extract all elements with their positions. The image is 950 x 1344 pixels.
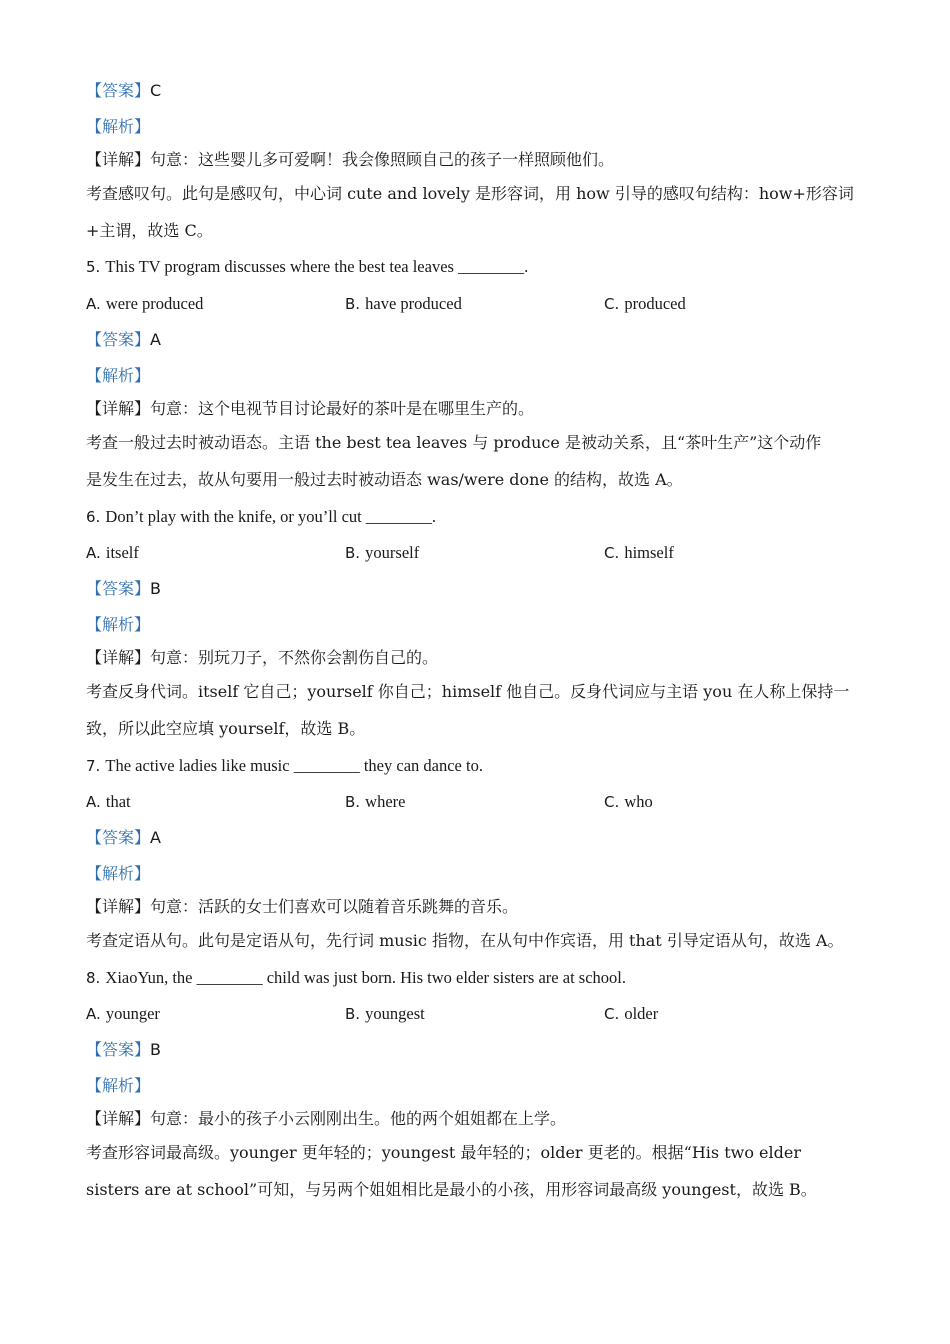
question-number: 6. — [86, 508, 101, 526]
explanation-line: 考查感叹句。此句是感叹句，中心词 cute and lovely 是形容词，用 how 引导的感叹句结构：how+形容词 — [86, 184, 854, 203]
question-number: 7. — [86, 757, 101, 775]
detail-line — [86, 1108, 566, 1130]
question-number: 8. — [86, 969, 101, 987]
answer-line — [86, 578, 161, 600]
answer-tag: 【答案】 — [86, 579, 151, 598]
option-text: youngest — [365, 1004, 425, 1023]
option-letter: C. — [604, 793, 620, 811]
option-letter: B. — [345, 544, 361, 562]
question-text: XiaoYun, the ________ child was just born. His two elder sisters are at school. — [105, 968, 626, 987]
option-text: where — [365, 792, 406, 811]
option-text: itself — [105, 543, 139, 562]
detail-tag: 【详解】 — [86, 648, 151, 667]
option-text: have produced — [365, 294, 462, 313]
answer-line — [86, 1039, 161, 1061]
answer-value: B — [150, 579, 161, 598]
option-text: yourself — [365, 543, 420, 562]
answer-tag: 【答案】 — [86, 828, 151, 847]
explanation-line: 考查定语从句。此句是定语从句，先行词 music 指物，在从句中作宾语，用 that 引导定语从句，故选 A。 — [86, 931, 844, 950]
option-text: were produced — [105, 294, 204, 313]
question-text: This TV program discusses where the best tea leaves ________. — [105, 257, 529, 276]
analysis-tag: 【解析】 — [86, 864, 151, 883]
option-letter: C. — [604, 544, 620, 562]
answer-tag: 【答案】 — [86, 1040, 151, 1059]
answer-tag: 【答案】 — [86, 81, 151, 100]
option-text: older — [624, 1004, 659, 1023]
question-text: The active ladies like music ________ they can dance to. — [105, 756, 483, 775]
option-c — [604, 542, 674, 564]
option-b — [345, 542, 419, 564]
option-text: that — [105, 792, 131, 811]
option-a — [86, 1003, 160, 1025]
analysis-tag: 【解析】 — [86, 366, 151, 385]
question-number: 5. — [86, 258, 101, 276]
answer-value: A — [150, 330, 161, 349]
option-letter: A. — [86, 544, 101, 562]
answer-value: B — [150, 1040, 161, 1059]
option-text: who — [624, 792, 653, 811]
option-letter: A. — [86, 1005, 101, 1023]
option-c — [604, 293, 686, 315]
explanation-line: 是发生在过去，故从句要用一般过去时被动语态 was/were done 的结构，故选 A。 — [86, 470, 683, 489]
question-stem — [86, 755, 483, 777]
option-a — [86, 542, 139, 564]
detail-tag: 【详解】 — [86, 399, 151, 418]
option-text: produced — [624, 294, 686, 313]
detail-text: 句意：这些婴儿多可爱啊！我会像照顾自己的孩子一样照顾他们。 — [150, 150, 615, 169]
option-a — [86, 293, 203, 315]
detail-line — [86, 149, 614, 171]
detail-line — [86, 896, 518, 918]
question-text: Don’t play with the knife, or you’ll cut ________. — [105, 507, 436, 526]
option-c — [604, 1003, 658, 1025]
detail-tag: 【详解】 — [86, 897, 151, 916]
answer-line — [86, 827, 161, 849]
option-letter: B. — [345, 793, 361, 811]
question-stem — [86, 256, 528, 278]
answer-value: A — [150, 828, 161, 847]
option-text: himself — [624, 543, 674, 562]
detail-line — [86, 398, 534, 420]
explanation-line: 考查一般过去时被动语态。主语 the best tea leaves 与 produce 是被动关系，且“茶叶生产”这个动作 — [86, 433, 822, 452]
analysis-tag: 【解析】 — [86, 117, 151, 136]
explanation-line: 考查形容词最高级。younger 更年轻的；youngest 最年轻的；older 更老的。根据“His two elder — [86, 1143, 801, 1162]
explanation-line: 考查反身代词。itself 它自己；yourself 你自己；himself 他自己。反身代词应与主语 you 在人称上保持一 — [86, 682, 850, 701]
question-stem — [86, 967, 626, 989]
detail-text: 句意：别玩刀子，不然你会割伤自己的。 — [150, 648, 439, 667]
question-stem — [86, 506, 436, 528]
answer-line — [86, 329, 161, 351]
analysis-tag: 【解析】 — [86, 1076, 151, 1095]
explanation-line: 致，所以此空应填 yourself，故选 B。 — [86, 719, 366, 738]
explanation-line: +主谓，故选 C。 — [86, 221, 213, 240]
option-c — [604, 791, 653, 813]
detail-tag: 【详解】 — [86, 1109, 151, 1128]
answer-line — [86, 80, 161, 102]
option-text: younger — [105, 1004, 160, 1023]
analysis-tag: 【解析】 — [86, 615, 151, 634]
detail-text: 句意：最小的孩子小云刚刚出生。他的两个姐姐都在上学。 — [150, 1109, 567, 1128]
option-letter: A. — [86, 295, 101, 313]
option-a — [86, 791, 131, 813]
detail-text: 句意：活跃的女士们喜欢可以随着音乐跳舞的音乐。 — [150, 897, 519, 916]
answer-value: C — [150, 81, 162, 100]
option-letter: C. — [604, 295, 620, 313]
detail-text: 句意：这个电视节目讨论最好的茶叶是在哪里生产的。 — [150, 399, 535, 418]
option-letter: C. — [604, 1005, 620, 1023]
option-letter: B. — [345, 1005, 361, 1023]
option-b — [345, 791, 405, 813]
option-b — [345, 1003, 425, 1025]
explanation-line: sisters are at school”可知，与另两个姐姐相比是最小的小孩，用形容词最高级 youngest，故选 B。 — [86, 1180, 817, 1199]
detail-tag: 【详解】 — [86, 150, 151, 169]
detail-line — [86, 647, 438, 669]
answer-tag: 【答案】 — [86, 330, 151, 349]
option-letter: B. — [345, 295, 361, 313]
option-b — [345, 293, 462, 315]
option-letter: A. — [86, 793, 101, 811]
